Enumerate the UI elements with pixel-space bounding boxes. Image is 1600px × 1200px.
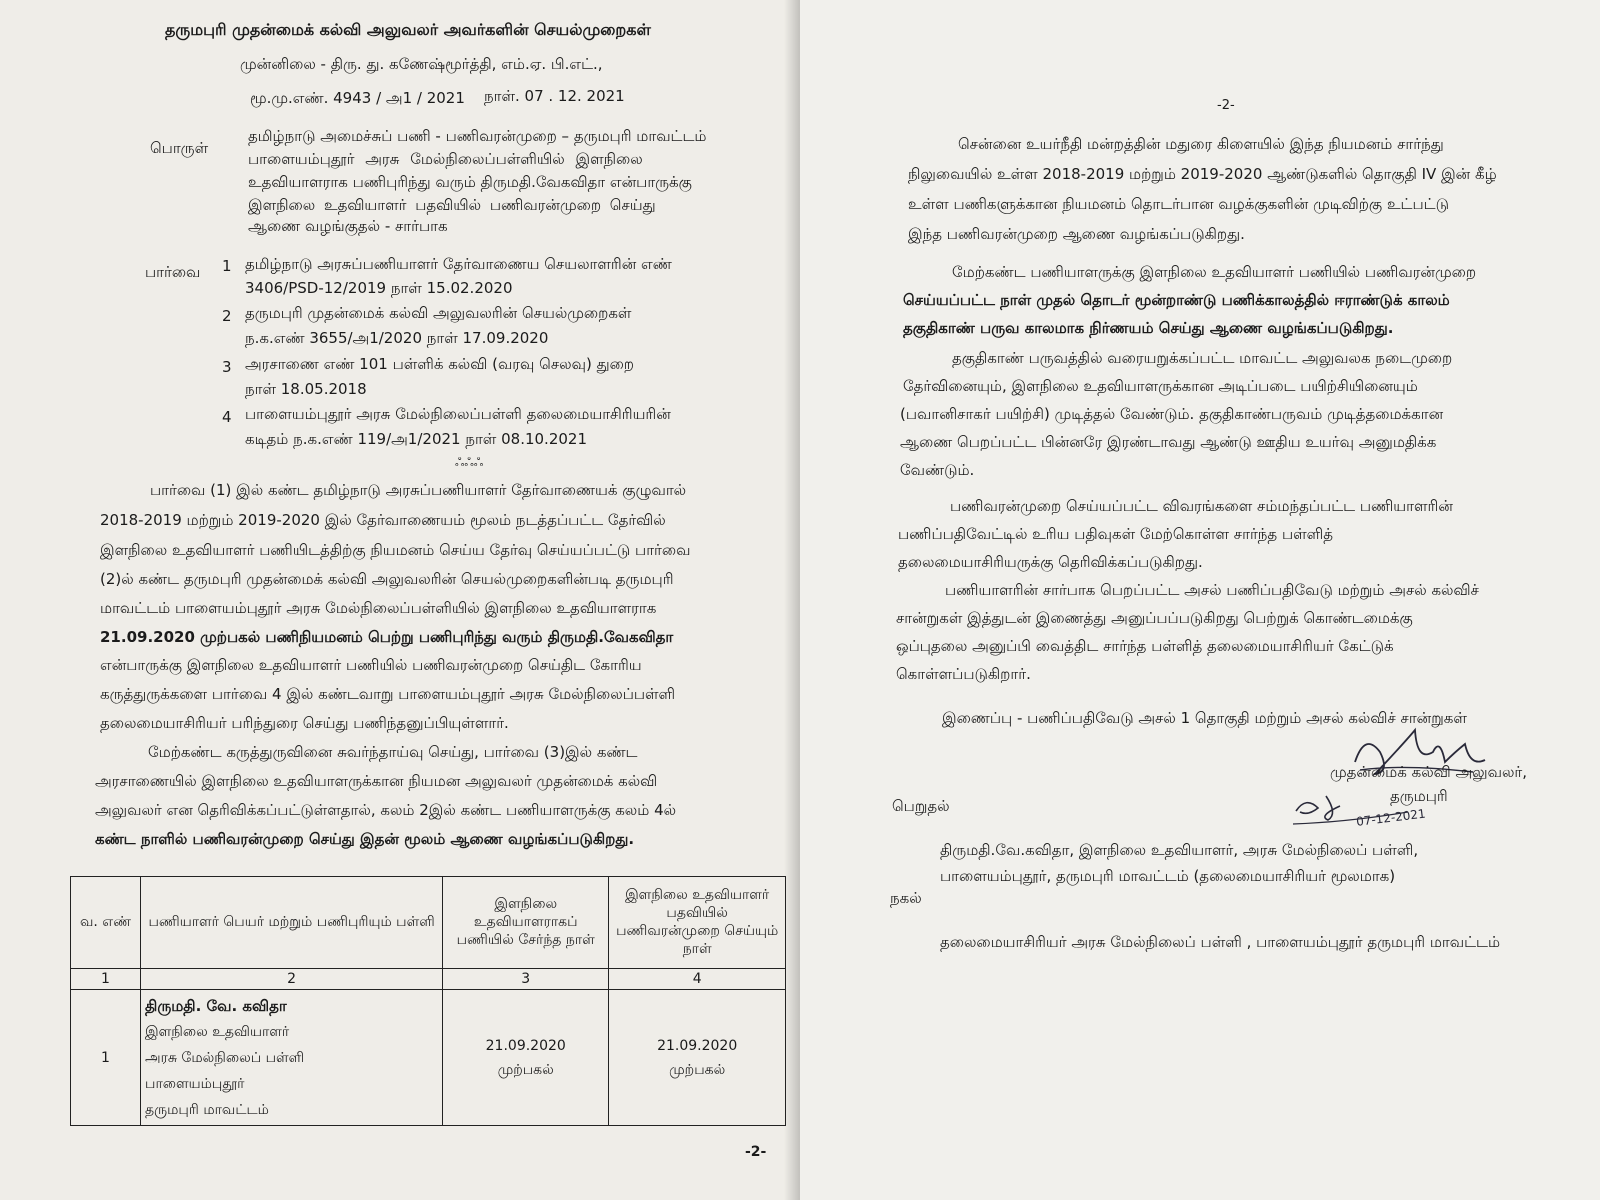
subject-line: உதவியாளராக பணிபுரிந்து வரும் திருமதி.வேகவிதா என்பாருக்கு [248, 173, 692, 191]
paragraph-line: 2018-2019 மற்றும் 2019-2020 இல் தேர்வாணையம் மூலம் நடத்தப்பட்ட தேர்வில் [100, 511, 666, 529]
copy-recipient: தலைமையாசிரியர் அரசு மேல்நிலைப் பள்ளி , பாளையம்புதூர் தருமபுரி மாவட்டம் [940, 933, 1501, 951]
joining-date-cell [443, 990, 609, 1126]
paragraph-line: ஒப்புதலை அனுப்பி வைத்திட சார்ந்த பள்ளித் தலைமையாசிரியர் கேட்டுக் [896, 637, 1394, 655]
reference-number: மூ.மு.எண். 4943 / அ1 / 2021 [250, 89, 465, 107]
table-header-name: பணியாளர் பெயர் மற்றும் பணிபுரியும் பள்ளி [141, 877, 443, 969]
paragraph-line: தகுதிகாண் பருவத்தில் வரையறுக்கப்பட்ட மாவட்ட அலுவலக நடைமுறை [952, 349, 1453, 367]
reference-item: அரசாணை எண் 101 பள்ளிக் கல்வி (வரவு செலவு) துறை [245, 355, 634, 373]
table-row [71, 990, 786, 1126]
paragraph-line: (2)ல் கண்ட தருமபுரி முதன்மைக் கல்வி அலுவலரின் செயல்முறைகளின்படி தருமபுரி [100, 570, 674, 588]
subject-line: தமிழ்நாடு அமைச்சுப் பணி - பணிவரன்முறை – தருமபுரி மாவட்டம் [248, 127, 707, 145]
reference-number-2: 2 [222, 307, 232, 325]
employee-detail: இளநிலை உதவியாளர் [145, 1023, 290, 1040]
signatory-place: தருமபுரி [1390, 787, 1448, 805]
regularisation-session: முற்பகல் [669, 1061, 726, 1078]
copy-label: நகல் [890, 889, 922, 907]
order-date: நாள். 07 . 12. 2021 [484, 87, 625, 105]
paragraph-line: உள்ள பணிகளுக்கான நியமனம் தொடர்பான வழக்குகளின் முடிவிற்கு உட்பட்டு [908, 195, 1449, 213]
paragraph-line: வேண்டும். [900, 461, 975, 479]
regularisation-date: 21.09.2020 [657, 1037, 738, 1054]
references-label: பார்வை [145, 263, 201, 281]
subject-label: பொருள் [150, 139, 209, 157]
recipient-line: திருமதி.வே.கவிதா, இளநிலை உதவியாளர், அரசு மேல்நிலைப் பள்ளி, [940, 841, 1419, 859]
paragraph-line: மாவட்டம் பாளையம்புதூர் அரசு மேல்நிலைப்பள்ளியில் இளநிலை உதவியாளராக [100, 599, 657, 617]
reference-number-1: 1 [222, 257, 232, 275]
received-label: பெறுதல் [892, 797, 950, 815]
employee-detail: தருமபுரி மாவட்டம் [145, 1101, 269, 1118]
paragraph-line: பணியாளரின் சார்பாக பெறப்பட்ட அசல் பணிப்பதிவேடு மற்றும் அசல் கல்விச் [945, 581, 1479, 599]
joining-session: முற்பகல் [497, 1061, 554, 1078]
page-2 [800, 0, 1600, 1200]
subject-line: ஆணை வழங்குதல் - சார்பாக [248, 217, 448, 235]
paragraph-line: கொள்ளப்படுகிறார். [896, 665, 1031, 683]
employee-detail: அரசு மேல்நிலைப் பள்ளி [145, 1049, 305, 1066]
regularisation-date-cell [609, 990, 786, 1126]
recipient-line: பாளையம்புதூர், தருமபுரி மாவட்டம் (தலைமையாசிரியர் மூலமாக) [940, 867, 1396, 885]
reference-item: தமிழ்நாடு அரசுப்பணியாளர் தேர்வாணைய செயலாளரின் எண் [245, 255, 672, 273]
reference-item: தருமபுரி முதன்மைக் கல்வி அலுவலரின் செயல்முறைகள் [245, 304, 632, 322]
paragraph-line: மேற்கண்ட பணியாளருக்கு இளநிலை உதவியாளர் பணியில் பணிவரன்முறை [952, 263, 1477, 281]
paragraph-line: தகுதிகாண் பருவ காலமாக நிர்ணயம் செய்து ஆணை வழங்கப்படுகிறது. [903, 319, 1394, 337]
paragraph-line: கண்ட நாளில் பணிவரன்முறை செய்து இதன் மூலம் ஆணை வழங்கப்படுகிறது. [95, 830, 635, 848]
enclosure-line: இணைப்பு - பணிப்பதிவேடு அசல் 1 தொகுதி மற்றும் அசல் கல்விச் சான்றுகள் [942, 709, 1467, 727]
paragraph-line: நிலுவையில் உள்ள 2018-2019 மற்றும் 2019-2020 ஆண்டுகளில் தொகுதி IV இன் கீழ் [908, 165, 1497, 183]
paragraph-line: அலுவலர் என தெரிவிக்கப்பட்டுள்ளதால், கலம் 2இல் கண்ட பணியாளருக்கு கலம் 4ல் [95, 801, 677, 819]
paragraph-line: சென்னை உயர்நீதி மன்றத்தின் மதுரை கிளையில் இந்த நியமனம் சார்ந்து [958, 135, 1444, 153]
employee-name: திருமதி. வே. கவிதா [145, 996, 287, 1015]
subject-line: பாளையம்புதூர் அரசு மேல்நிலைப்பள்ளியில் இளநிலை [248, 150, 643, 168]
paragraph-line: பார்வை (1) இல் கண்ட தமிழ்நாடு அரசுப்பணியாளர் தேர்வாணையக் குழுவால் [150, 481, 687, 499]
row-sno: 1 [71, 990, 141, 1126]
paragraph-line: கருத்துருக்களை பார்வை 4 இல் கண்டவாறு பாளையம்புதூர் அரசு மேல்நிலைப்பள்ளி [100, 685, 676, 703]
joining-date: 21.09.2020 [485, 1037, 566, 1054]
paragraph-line: இந்த பணிவரன்முறை ஆணை வழங்கப்படுகிறது. [908, 225, 1245, 243]
column-number: 1 [71, 969, 141, 990]
table-header-regularisation-date: இளநிலை உதவியாளர் பதவியில் பணிவரன்முறை செய்யும் நாள் [609, 877, 786, 969]
paragraph-line: சான்றுகள் இத்துடன் இணைத்து அனுப்பப்படுகிறது பெற்றுக் கொண்டமைக்கு [896, 609, 1413, 627]
reference-item-cont: நாள் 18.05.2018 [245, 380, 367, 398]
paragraph-line: தலைமையாசிரியருக்கு தெரிவிக்கப்படுகிறது. [898, 553, 1203, 571]
employee-table [70, 876, 786, 1126]
paragraph-line: தேர்வினையும், இளநிலை உதவியாளருக்கான அடிப்படை பயிற்சியினையும் [903, 377, 1418, 395]
column-number: 3 [443, 969, 609, 990]
column-number: 4 [609, 969, 786, 990]
page-continuation-marker: -2- [745, 1144, 767, 1160]
employee-cell [141, 990, 443, 1126]
table-header-sno: வ. எண் [71, 877, 141, 969]
page-number: -2- [1217, 98, 1235, 113]
paragraph-line: செய்யப்பட்ட நாள் முதல் தொடர் மூன்றாண்டு பணிக்காலத்தில் ஈராண்டுக் காலம் [903, 291, 1450, 309]
reference-number-4: 4 [222, 408, 232, 426]
reference-item: பாளையம்புதூர் அரசு மேல்நிலைப்பள்ளி தலைமையாசிரியரின் [245, 405, 671, 423]
table-header-joining-date: இளநிலை உதவியாளராகப் பணியில் சேர்ந்த நாள் [443, 877, 609, 969]
proceedings-heading: தருமபுரி முதன்மைக் கல்வி அலுவலர் அவர்களின் செயல்முறைகள் [165, 20, 651, 39]
presence-line: முன்னிலை - திரு. து. கணேஷ்மூர்த்தி, எம்.ஏ. பி.எட்., [240, 55, 603, 73]
paragraph-line: (பவானிசாகர் பயிற்சி) முடித்தல் வேண்டும். தகுதிகாண்பருவம் முடித்தமைக்கான [900, 405, 1444, 423]
paragraph-line: தலைமையாசிரியர் பரிந்துரை செய்து பணிந்தனுப்பியுள்ளார். [100, 714, 509, 732]
paragraph-line: 21.09.2020 முற்பகல் பணிநியமனம் பெற்று பணிபுரிந்து வரும் திருமதி.வேகவிதா [100, 628, 674, 646]
paragraph-line: அரசாணையில் இளநிலை உதவியாளருக்கான நியமன அலுவலர் முதன்மைக் கல்வி [95, 772, 658, 790]
paragraph-line: ஆணை பெறப்பட்ட பின்னரே இரண்டாவது ஆண்டு ஊதிய உயர்வு அனுமதிக்க [900, 433, 1437, 451]
column-number: 2 [141, 969, 443, 990]
paragraph-line: மேற்கண்ட கருத்துருவினை சுவர்ந்தாய்வு செய்து, பார்வை (3)இல் கண்ட [148, 743, 638, 761]
reference-item-cont: கடிதம் ந.க.எண் 119/அ1/2021 நாள் 08.10.2021 [245, 430, 587, 448]
reference-item-cont: 3406/PSD-12/2019 நாள் 15.02.2020 [245, 279, 513, 297]
paragraph-line: பணிவரன்முறை செய்யப்பட்ட விவரங்களை சம்மந்தப்பட்ட பணியாளரின் [950, 497, 1453, 515]
employee-detail: பாளையம்புதூர் [145, 1075, 245, 1092]
reference-number-3: 3 [222, 358, 232, 376]
subject-line: இளநிலை உதவியாளர் பதவியில் பணிவரன்முறை செய்து [248, 196, 656, 214]
signatory-designation: முதன்மைக் கல்வி அலுவலர், [1330, 763, 1528, 781]
paragraph-line: இளநிலை உதவியாளர் பணியிடத்திற்கு நியமனம் செய்ய தேர்வு செய்யப்பட்டு பார்வை [100, 541, 691, 559]
separator-mark: ஃஃஃ [455, 455, 484, 469]
reference-item-cont: ந.க.எண் 3655/அ1/2020 நாள் 17.09.2020 [245, 329, 549, 347]
paragraph-line: என்பாருக்கு இளநிலை உதவியாளர் பணியில் பணிவரன்முறை செய்திட கோரிய [100, 656, 642, 674]
paragraph-line: பணிப்பதிவேட்டில் உரிய பதிவுகள் மேற்கொள்ள சார்ந்த பள்ளித் [898, 525, 1333, 543]
handwritten-date: 07-12-2021 [1355, 806, 1427, 829]
